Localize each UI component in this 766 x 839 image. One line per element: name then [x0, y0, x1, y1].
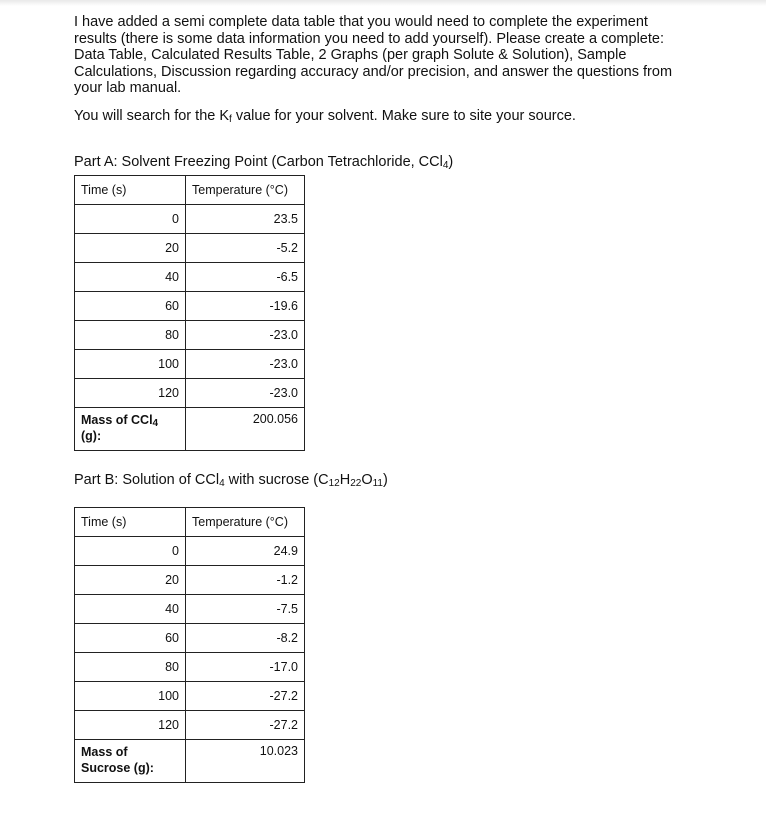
part-b-temp-cell: -7.5 [186, 595, 305, 624]
part-a-header-row [75, 176, 305, 205]
part-b-mass-label-line1: Mass of [81, 745, 128, 759]
part-a-temp-cell: 23.5 [186, 205, 305, 234]
part-b-row [75, 682, 305, 711]
part-b-header-temp: Temperature (°C) [186, 508, 305, 537]
part-b-title-p4: O [361, 472, 373, 488]
part-b-time-cell: 20 [75, 566, 186, 595]
part-a-mass-label-unit: (g): [81, 429, 102, 443]
kf-subscript: f [229, 114, 232, 125]
part-b-time-cell: 120 [75, 711, 186, 740]
part-b-time-cell: 80 [75, 653, 186, 682]
part-a-time-cell: 120 [75, 379, 186, 408]
part-b-time-cell: 60 [75, 624, 186, 653]
part-a-row [75, 205, 305, 234]
part-a-mass-value: 200.056 [186, 408, 305, 451]
part-b-temp-cell: -1.2 [186, 566, 305, 595]
part-a-mass-label-text: Mass of CCl [81, 413, 153, 427]
kf-instruction [74, 108, 576, 125]
part-b-header-time: Time (s) [75, 508, 186, 537]
part-a-mass-label [75, 408, 186, 451]
part-a-row [75, 350, 305, 379]
part-a-row [75, 321, 305, 350]
top-edge-shadow [0, 0, 766, 6]
part-a-temp-cell: -5.2 [186, 234, 305, 263]
part-b-mass-label-line2: Sucrose (g): [81, 761, 154, 775]
part-b-row [75, 653, 305, 682]
part-a-title-sub: 4 [442, 160, 449, 171]
part-a-table [74, 175, 305, 451]
kf-suffix: value for your solvent. Make sure to site your source. [231, 108, 576, 124]
part-a-time-cell: 60 [75, 292, 186, 321]
part-a-temp-cell: -23.0 [186, 379, 305, 408]
part-b-temp-cell: -27.2 [186, 682, 305, 711]
part-a-mass-row [75, 408, 305, 451]
part-b-time-cell: 0 [75, 537, 186, 566]
part-b-title-p1: Part B: Solution of CCl [74, 472, 220, 488]
part-a-title [74, 154, 453, 171]
kf-prefix: You will search for the K [74, 108, 230, 124]
part-a-title-text: Part A: Solvent Freezing Point (Carbon Tetrachloride, CCl [74, 154, 443, 170]
intro-paragraph: I have added a semi complete data table that you would need to complete the experiment results (there is some data information you need to add yourself). Please create a complete: Data Table, Calculated Results Table, 2 Graphs (per graph Solute & Solution), Sample Calculations, Discussion regarding accuracy and/or precision, and answer the questions from your lab manual. [74, 14, 673, 96]
part-b-time-cell: 40 [75, 595, 186, 624]
part-b-mass-row [75, 740, 305, 783]
part-b-table [74, 507, 305, 783]
part-a-mass-label-sub: 4 [152, 418, 159, 429]
part-b-mass-label [75, 740, 186, 783]
part-a-row [75, 234, 305, 263]
part-a-time-cell: 100 [75, 350, 186, 379]
part-b-mass-value: 10.023 [186, 740, 305, 783]
part-b-header-row [75, 508, 305, 537]
part-a-time-cell: 20 [75, 234, 186, 263]
part-a-temp-cell: -19.6 [186, 292, 305, 321]
part-b-title-s4: 11 [372, 478, 383, 489]
part-a-row [75, 263, 305, 292]
part-a-header-time: Time (s) [75, 176, 186, 205]
part-b-title-s2: 12 [328, 478, 340, 489]
part-b-row [75, 624, 305, 653]
part-b-temp-cell: 24.9 [186, 537, 305, 566]
part-b-title-s1: 4 [219, 478, 225, 489]
part-a-temp-cell: -23.0 [186, 321, 305, 350]
part-b-temp-cell: -8.2 [186, 624, 305, 653]
part-b-temp-cell: -17.0 [186, 653, 305, 682]
part-a-title-end: ) [448, 154, 454, 170]
part-a-header-temp: Temperature (°C) [186, 176, 305, 205]
part-a-time-cell: 40 [75, 263, 186, 292]
part-b-title-p3: H [339, 472, 351, 488]
part-b-row [75, 711, 305, 740]
part-a-time-cell: 80 [75, 321, 186, 350]
part-b-title-p5: ) [383, 472, 388, 488]
part-b-title-p2: with sucrose (C [224, 472, 329, 488]
part-b-time-cell: 100 [75, 682, 186, 711]
part-a-temp-cell: -6.5 [186, 263, 305, 292]
part-b-row [75, 566, 305, 595]
part-b-title-s3: 22 [350, 478, 362, 489]
part-a-row [75, 292, 305, 321]
part-a-row [75, 379, 305, 408]
part-b-row [75, 595, 305, 624]
part-b-title [74, 472, 388, 489]
part-b-temp-cell: -27.2 [186, 711, 305, 740]
part-a-temp-cell: -23.0 [186, 350, 305, 379]
part-a-time-cell: 0 [75, 205, 186, 234]
part-b-row [75, 537, 305, 566]
